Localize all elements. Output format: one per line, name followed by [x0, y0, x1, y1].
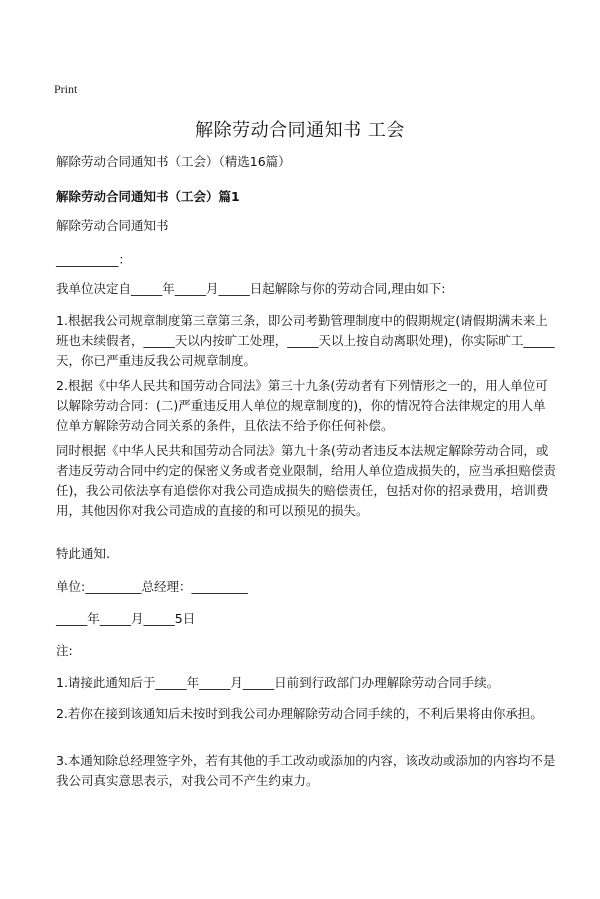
- reason-paragraph-3: 同时根据《中华人民共和国劳动合同法》第九十条(劳动者违反本法规定解除劳动合同，或者违反劳动合同中约定的保密义务或者竞业限制，给用人单位造成损失的，应当承担赔偿责任)，我公司依法享有追偿你对我公司造成损失的赔偿责任，包括对你的招录费用，培训费用，其他因你对我公司造成的直接的和可以预见的损失。: [56, 443, 557, 518]
- section-heading: 解除劳动合同通知书（工会）篇1: [56, 189, 240, 204]
- decision-paragraph: 我单位决定自_____年_____月_____日起解除与你的劳动合同,理由如下:: [56, 281, 446, 296]
- document-subtitle: 解除劳动合同通知书（工会）（精选16篇）: [56, 154, 291, 169]
- note-item-3: 3.本通知除总经理签字外，若有其他的手工改动或添加的内容，该改动或添加的内容均不是我公司真实意思表示，对我公司不产生约束力。: [56, 753, 556, 788]
- addressee-line: __________：: [56, 252, 132, 267]
- notice-title: 解除劳动合同通知书: [56, 218, 169, 233]
- reason-paragraph-2: 2.根据《中华人民共和国劳动合同法》第三十九条(劳动者有下列情形之一的，用人单位可以解除劳动合同：(二)严重违反用人单位的规章制度的)，你的情况符合法律规定的用人单位单方解除劳动合同关系的条件，且依法不给予你任何补偿。: [56, 378, 548, 433]
- note-item-2: 2.若你在接到该通知后未按时到我公司办理解除劳动合同手续的，不利后果将由你承担。: [56, 706, 543, 721]
- note-item-1: 1.请接此通知后于_____年_____月_____日前到行政部门办理解除劳动合同手续。: [56, 675, 500, 690]
- print-label: Print: [54, 82, 78, 96]
- document-title: 解除劳动合同通知书 工会: [195, 120, 405, 141]
- reason-paragraph-1: 1.根据我公司规章制度第三章第三条，即公司考勤管理制度中的假期规定(请假期满未来上班也未续假者，_____天以内按旷工处理，_____天以上按自动离职处理)，你实际旷工_____天，你已严重违反我公司规章制度。: [56, 313, 555, 368]
- special-notice: 特此通知.: [56, 546, 110, 561]
- signature-line: 单位:_________总经理：_________: [56, 579, 248, 594]
- date-line: _____年_____月_____5日: [56, 611, 196, 626]
- note-label: 注:: [56, 643, 73, 658]
